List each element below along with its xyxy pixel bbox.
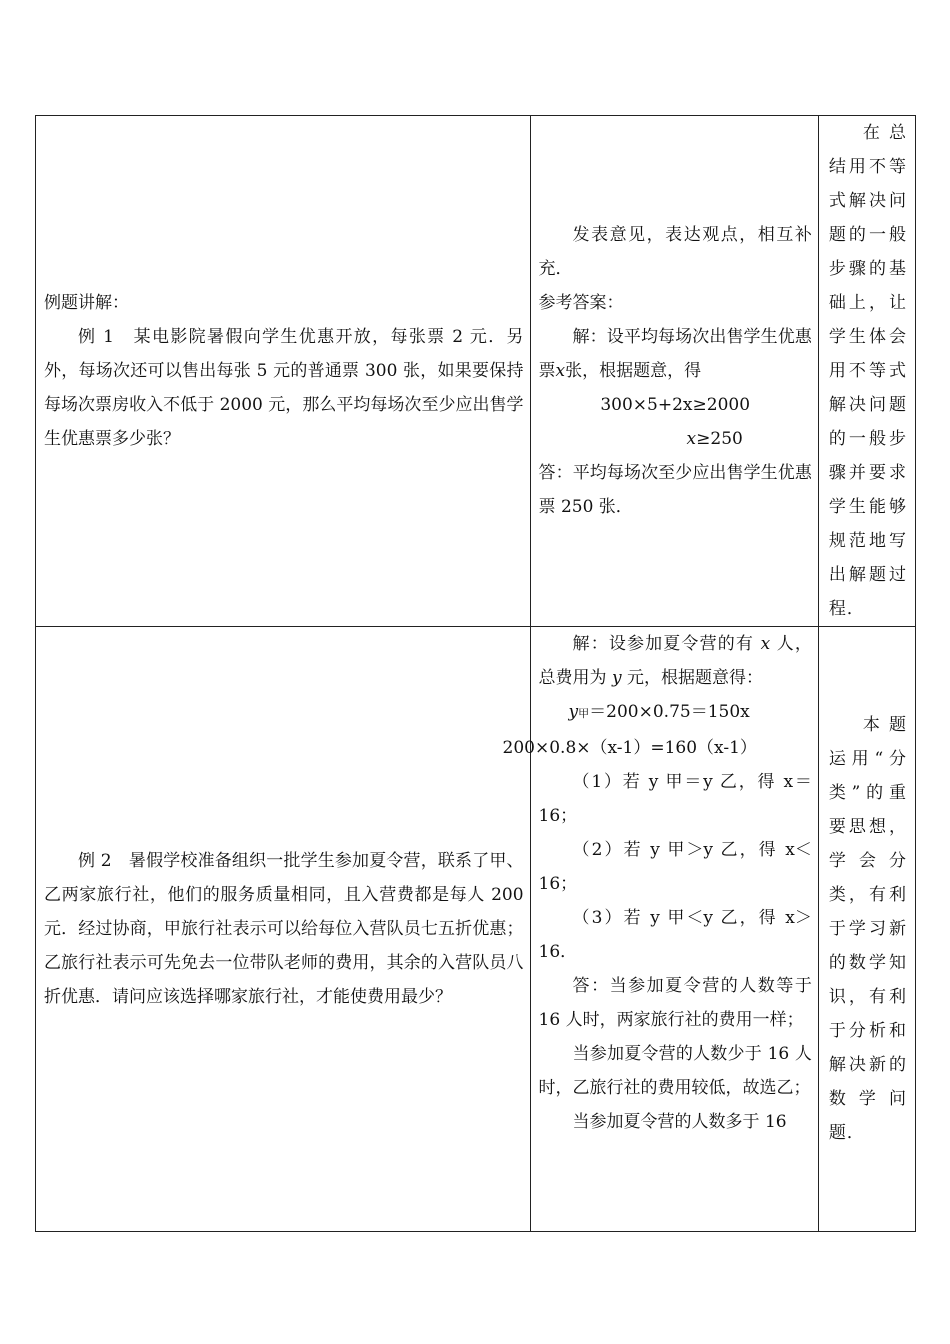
table-row [36,116,916,627]
solution-text: 解：设平均每场次出售学生优惠票x张，根据题意，得 [538,327,812,381]
student-activity-cell [502,627,818,1232]
equation-1: 300×5+2x≥2000 [600,395,751,415]
case-2: （2）若 y 甲＞y 乙，得 x＜16； [538,840,812,894]
example-2-text [44,844,524,1014]
example-cell [36,116,531,627]
table-row [36,627,916,1232]
example-label: 例 1 [78,327,114,347]
design-intent-text: 本题运用“分类”的重要思想，学会分类，有利于学习新的数学知识，有利于分析和解决新的数学问题． [828,715,907,1143]
case-1: （1）若 y 甲＝y 乙，得 x＝16； [538,772,812,826]
design-intent-text: 在总结用不等式解决问题的一般步骤的基础上，让学生体会用不等式解决问题的一般步骤并要求学生能够规范地写出解题过程． [828,123,907,619]
design-intent-cell [818,627,915,1232]
student-activity-cell [530,116,818,627]
example-body: 某电影院暑假向学生优惠开放，每张票 2 元．另外，每场次还可以售出每张 5 元的普通票 300 张，如果要保持每场次票房收入不低于 2000 元，那么平均每场次至少应出售学生优惠票多少张？ [44,327,524,449]
example-label: 例 2 [78,851,112,871]
activity-text: 发表意见，表达观点，相互补充． [538,225,812,279]
equation-jia: y甲＝200×0.75＝150x [568,702,750,722]
example-cell [36,627,531,1232]
case-3: （3）若 y 甲＜y 乙，得 x＞16． [538,908,812,962]
answer-less: 当参加夏令营的人数少于 16 人时，乙旅行社的费用较低，故选乙； [538,1044,812,1098]
answer-more: 当参加夏令营的人数多于 16 [572,1112,787,1132]
section-heading: 例题讲解： [44,293,129,313]
example-1-text [44,320,524,456]
design-intent-cell [818,116,915,627]
example-body: 暑假学校准备组织一批学生参加夏令营，联系了甲、乙两家旅行社，他们的服务质量相同，且入营费都是每人 200 元．经过协商，甲旅行社表示可以给每位入营队员七五折优惠；乙旅行社表示可先免去一位带队老师的费用，其余的入营队员八折优惠．请问应该选择哪家旅行社，才能使费用最少？ [44,851,524,1007]
answer-equal: 答：当参加夏令营的人数等于 16 人时，两家旅行社的费用一样； [538,976,812,1030]
lesson-table [35,115,916,1232]
answer-heading: 参考答案： [538,293,624,313]
conclusion-text: 答：平均每场次至少应出售学生优惠票 250 张． [538,463,812,517]
solution-text: 解：设参加夏令营的有 x 人，总费用为 y 元，根据题意得： [538,634,812,688]
equation-yi: 200×0.8×（x-1）=160（x-1） [502,738,757,758]
equation-2: x≥250 [686,429,743,449]
